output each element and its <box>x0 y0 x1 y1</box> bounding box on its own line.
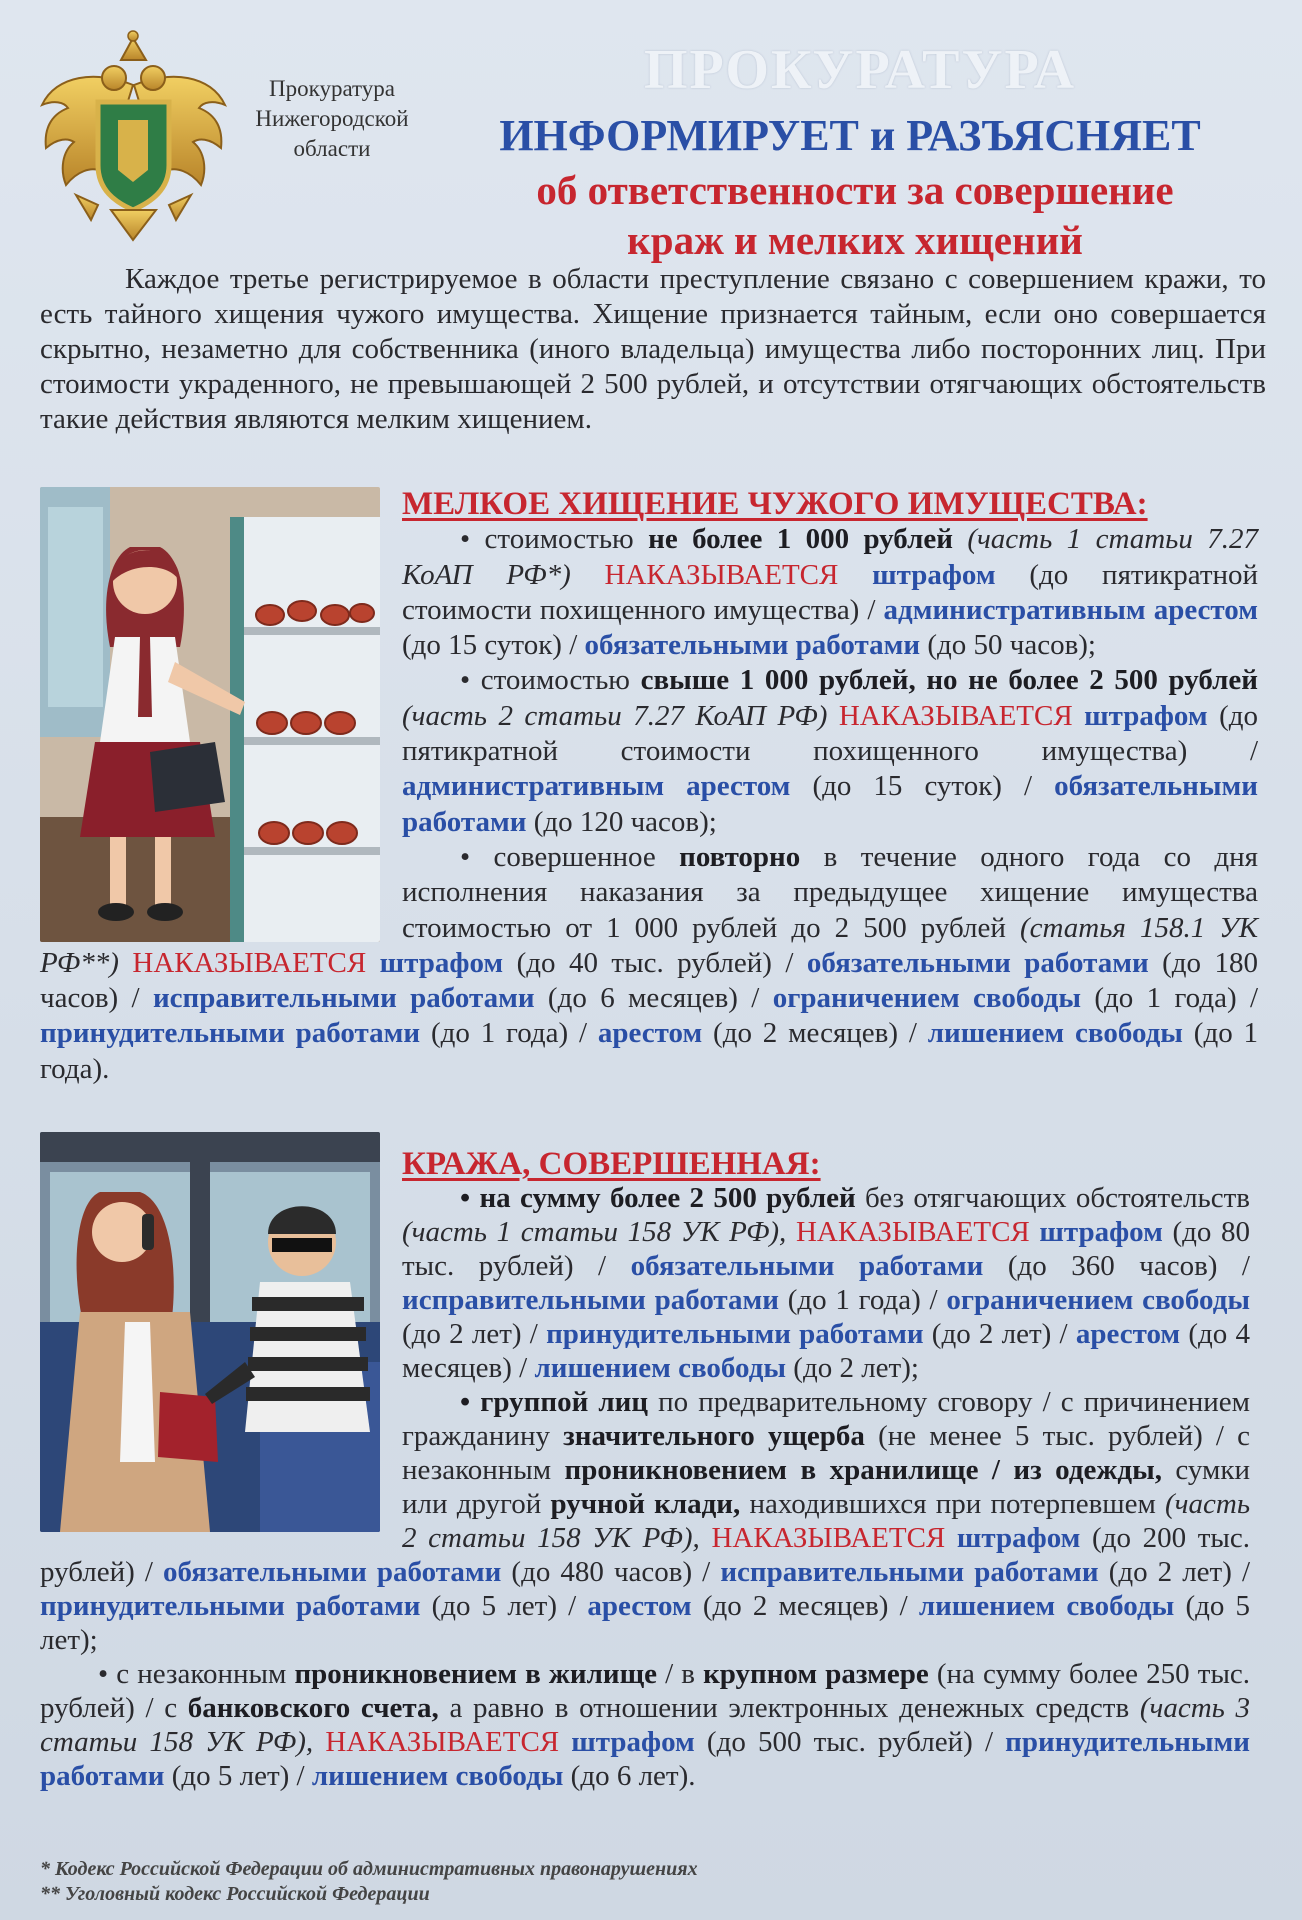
footnotes <box>40 1857 1140 1907</box>
petty-theft-item-1: • стоимостью не более 1 000 рублей (часть 1 статьи 7.27 КоАП РФ*) НАКАЗЫВАЕТСЯ штрафом (до пятикратной стоимости похищенного имущества) / административным арестом (до 15 суток) / обязательными работами (до 50 часов); <box>402 523 1259 662</box>
organization-name <box>232 74 432 164</box>
title-main: ПРОКУРАТУРА <box>643 39 1077 101</box>
footnote-1: * Кодекс Российской Федерации об административных правонарушениях <box>40 1858 698 1880</box>
intro-paragraph <box>40 262 1266 437</box>
title-topic-line-1: об ответственности за совершение <box>536 167 1174 213</box>
org-line-2: Нижегородской <box>255 106 409 131</box>
prosecutor-emblem-icon <box>36 30 231 245</box>
petty-theft-item-2: • стоимостью свыше 1 000 рублей, но не более 2 500 рублей (часть 2 статьи 7.27 КоАП РФ) НАКАЗЫВАЕТСЯ штрафом (до пятикратной стоимости похищенного имущества) / административным арестом (до 15 суток) / обязательными работами (до 120 часов); <box>402 664 1259 838</box>
section-theft <box>40 1147 1250 1793</box>
intro-text: Каждое третье регистрируемое в области преступление связано с совершением кражи, то есть тайного хищения чужого имущества. Хищение признается тайным, если оно совершается скрытно, незаметно для собственника (иного владельца) имущества либо посторонних лиц. При стоимости украденного, не превышающей 2 500 рублей, и отсутствии отягчающих обстоятельств такие действия являются мелким хищением. <box>40 263 1266 435</box>
section-theft-heading: КРАЖА, СОВЕРШЕННАЯ: <box>402 1146 821 1182</box>
org-line-3: области <box>293 136 371 161</box>
section-petty-theft-heading: МЕЛКОЕ ХИЩЕНИЕ ЧУЖОГО ИМУЩЕСТВА: <box>402 486 1148 522</box>
petty-theft-item-3: • совершенное повторно в течение одного года со дня исполнения наказания за предыдущее хищение имущества стоимостью от 1 000 рублей до 2 500 рублей (статья 158.1 УК РФ**) НАКАЗЫВАЕТСЯ штрафом (до 40 тыс. рублей) / обязательными работами (до 180 часов) / исправительными работами (до 6 месяцев) / ограничением свободы (до 1 года) / принудительными работами (до 1 года) / арестом (до 2 месяцев) / лишением свободы (до 1 года). <box>40 840 1259 1085</box>
title-topic <box>440 165 1270 265</box>
org-line-1: Прокуратура <box>268 76 396 101</box>
title-sub: ИНФОРМИРУЕТ и РАЗЪЯСНЯЕТ <box>499 111 1201 160</box>
title-topic-line-2: краж и мелких хищений <box>627 217 1083 263</box>
theft-item-2: • группой лиц по предварительному сговору / с причинением гражданину значительного ущерба (не менее 5 тыс. рублей) / с незаконным проникновением в хранилище / из одежды, сумки или другой ручной клади, находившихся при потерпевшем (часть 2 статьи 158 УК РФ), НАКАЗЫВАЕТСЯ штрафом (до 200 тыс. рублей) / обязательными работами (до 480 часов) / исправительными работами (до 2 лет) / принудительными работами (до 5 лет) / арестом (до 2 месяцев) / лишением свободы (до 5 лет); <box>40 1386 1251 1656</box>
section-petty-theft <box>40 487 1258 1087</box>
theft-item-1: • на сумму более 2 500 рублей без отягчающих обстоятельств (часть 1 статьи 158 УК РФ), НАКАЗЫВАЕТСЯ штрафом (до 80 тыс. рублей) / обязательными работами (до 360 часов) / исправительными работами (до 1 года) / ограничением свободы (до 2 лет) / принудительными работами (до 2 лет) / арестом (до 4 месяцев) / лишением свободы (до 2 лет); <box>402 1182 1251 1384</box>
theft-item-3: • с незаконным проникновением в жилище / в крупном размере (на сумму более 250 тыс. рублей) / с банковского счета, а равно в отношении электронных денежных средств (часть 3 статьи 158 УК РФ), НАКАЗЫВАЕТСЯ штрафом (до 500 тыс. рублей) / принудительными работами (до 5 лет) / лишением свободы (до 6 лет). <box>40 1658 1251 1792</box>
footnote-2: ** Уголовный кодекс Российской Федерации <box>40 1883 430 1905</box>
